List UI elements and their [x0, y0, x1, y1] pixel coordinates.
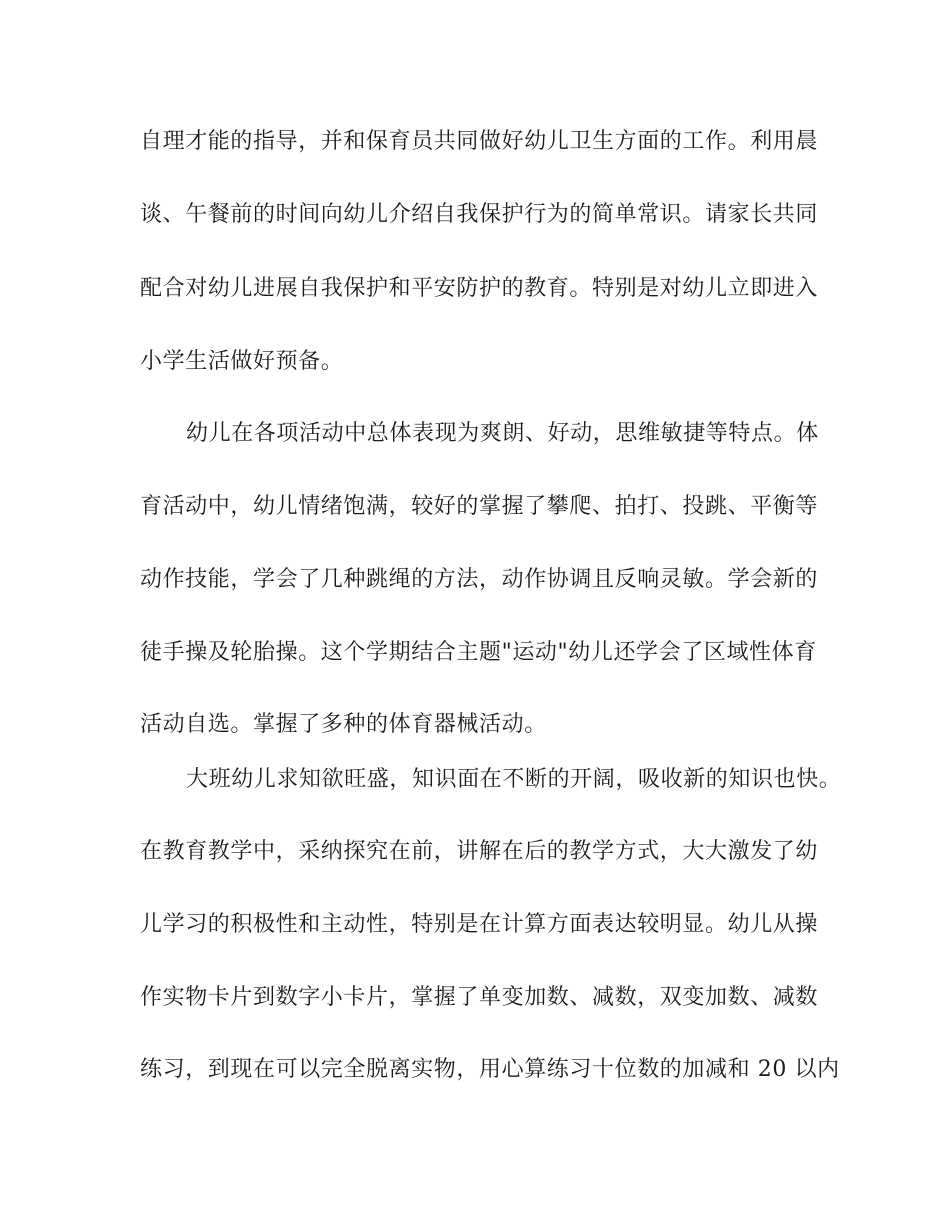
text-line: 儿学习的积极性和主动性，特别是在计算方面表达较明显。幼儿从操	[140, 912, 819, 937]
paragraph-first-line: 幼儿在各项活动中总体表现为爽朗、好动，思维敏捷等特点。体	[186, 421, 819, 446]
text-line: 配合对幼儿进展自我保护和平安防护的教育。特别是对幼儿立即进入	[140, 276, 819, 301]
text-line: 在教育教学中，采纳探究在前，讲解在后的教学方式，大大激发了幼	[140, 839, 819, 864]
text-line: 自理才能的指导，并和保育员共同做好幼儿卫生方面的工作。利用晨	[140, 129, 819, 154]
text-line: 动作技能，学会了几种跳绳的方法，动作协调且反响灵敏。学会新的	[140, 567, 819, 592]
text-line: 徒手操及轮胎操。这个学期结合主题"运动"幼儿还学会了区域性体育	[140, 640, 817, 665]
text-line: 活动自选。掌握了多种的体育器械活动。	[140, 712, 547, 737]
text-line: 谈、午餐前的时间向幼儿介绍自我保护行为的简单常识。请家长共同	[140, 202, 819, 227]
paragraph-first-line: 大班幼儿求知欲旺盛，知识面在不断的开阔，吸收新的知识也快。	[186, 767, 842, 792]
text-line: 小学生活做好预备。	[140, 349, 344, 374]
text-line: 练习，到现在可以完全脱离实物，用心算练习十位数的加减和 20 以内	[140, 1057, 840, 1082]
text-line: 育活动中，幼儿情绪饱满，较好的掌握了攀爬、拍打、投跳、平衡等	[140, 494, 819, 519]
text-line: 作实物卡片到数字小卡片，掌握了单变加数、减数，双变加数、减数	[140, 985, 819, 1010]
